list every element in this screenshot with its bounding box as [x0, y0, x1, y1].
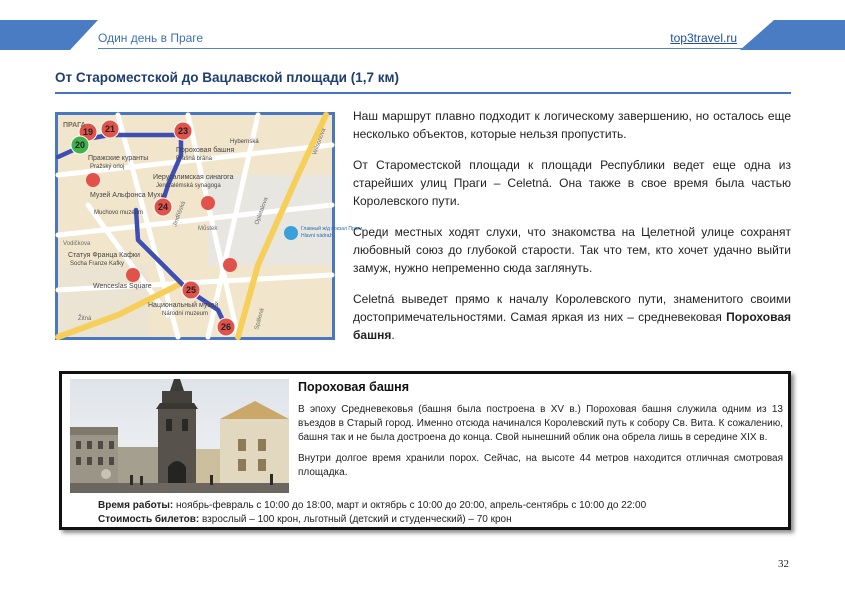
svg-text:25: 25 [185, 285, 197, 295]
map-label-synagoga-cz: Jeruzalémská synagoga [156, 183, 221, 189]
info-box-text [298, 403, 783, 487]
opening-hours-label: Время работы: [98, 500, 174, 511]
ticket-price [98, 513, 646, 527]
body-text [353, 107, 791, 357]
map-label-vodickova: Vodičkova [63, 241, 91, 247]
map-label-kuranty: Пражские куранты [88, 155, 149, 162]
marker-21 [101, 120, 119, 138]
page-number: 32 [778, 558, 789, 570]
map-label-opletalova: Opletalova [254, 196, 270, 226]
header-title: Один день в Праге [98, 31, 204, 45]
info-box [59, 371, 791, 530]
marker-24 [154, 198, 172, 216]
section-title: От Староместской до Вацлавской площади (1,7 км) [55, 70, 399, 85]
header-left-banner [0, 20, 98, 50]
map-canvas [58, 115, 363, 337]
info-box-title: Пороховая башня [298, 380, 410, 394]
svg-text:21: 21 [104, 124, 116, 134]
opening-hours [98, 499, 646, 513]
info-box-paragraph: Внутри долгое время хранили порох. Сейчас, на высоте 44 метров находится отличная смотровая площадка. [298, 453, 783, 478]
body-paragraph: От Староместской площади к площади Республики ведет еще одна из старейших улиц Праги – Celetná. Она также в свое время была частью Королевского пути. [353, 158, 791, 208]
svg-text:24: 24 [157, 202, 169, 212]
info-box-paragraph: В эпоху Средневековья (башня была построена в XV в.) Пороховая башня служила одним из 13 въездов в Старый город. Именно отсюда начинался Королевский путь к собору Св. Вита. К сожалению, башня так и не была достроена до конца. Свой нынешний облик она обрела лишь в середине XIX в. [298, 404, 783, 443]
header-site-link[interactable]: top3travel.ru [670, 31, 737, 45]
map-label-spalena: Spálená [254, 307, 266, 331]
section-rule [55, 92, 791, 94]
map-label-hlavni: Главный ж/д вокзал Праги [301, 226, 363, 232]
map-label-wilsonova: Wilsonova [312, 127, 328, 156]
header-right-banner [740, 20, 845, 50]
map-label-orloj: Pražský orloj [90, 164, 125, 170]
map-label-socha: Socha Franze Kafky [70, 261, 125, 267]
marker-26 [217, 318, 235, 336]
map-label-muchovo: Muchovo muzeum [94, 210, 144, 216]
header-rule [98, 48, 748, 49]
svg-text:19: 19 [82, 127, 94, 137]
map-label-narodni: Národní muzeum [162, 311, 209, 317]
map-label-wenceslas: Wenceslas Square [93, 283, 152, 290]
route-map [55, 112, 363, 340]
body-paragraph-end: . [391, 328, 395, 342]
map-label-muzeum: Музей Альфонса Мухи [90, 192, 165, 199]
map-label-porohova: Пороховая башня [176, 147, 235, 154]
body-paragraph: Наш маршрут плавно подходит к логическому завершению, но осталось еще несколько объектов, которые нельзя пропустить. [353, 109, 791, 141]
ticket-price-value: взрослый – 100 крон, льготный (детский и студенческий) – 70 крон [199, 514, 512, 525]
body-paragraph: Среди местных ходят слухи, что знакомства на Целетной улице сохранят любовный союз до глубокой старости. Так что тем, кто хочет удачно выйти замуж, нужно непременно сюда заглянуть. [353, 225, 791, 275]
opening-hours-value: ноябрь-февраль с 10:00 до 18:00, март и октябрь с 10:00 до 20:00, апрель-сентябрь с 10:00 до 22:00 [173, 500, 647, 511]
svg-text:26: 26 [220, 322, 232, 332]
map-label-prasna: Prašná brána [176, 156, 213, 162]
svg-text:20: 20 [74, 140, 86, 150]
marker-25 [182, 281, 200, 299]
map-label-statue: Статуя Франца Кафки [68, 252, 140, 259]
powder-tower-photo [70, 379, 289, 493]
map-label-hybernska: Hybernská [230, 139, 259, 145]
ticket-price-label: Стоимость билетов: [98, 514, 200, 525]
body-paragraph-last [353, 290, 791, 344]
body-paragraph-bold: Пороховая башня [353, 310, 791, 342]
marker-23 [174, 122, 192, 140]
map-label-zitna: Žitná [78, 316, 92, 322]
body-paragraph-text: Celetná выведет прямо к началу Королевского пути, знаменитого своими достопримечательностями. Самая яркая из них – средневековая [353, 292, 791, 324]
svg-text:23: 23 [177, 126, 189, 136]
map-label-jindrisska: Jindřišská [172, 200, 188, 228]
map-label-synagoga: Иерусалимская синагога [153, 174, 234, 181]
marker-20 [71, 136, 89, 154]
map-label-praha: ПРАГА [63, 122, 86, 129]
map-label-hlavni-cz: Hlavní nádraží [301, 233, 334, 239]
map-label-mustek: Můstek [198, 226, 218, 232]
map-label-national: Национальный музей [148, 302, 219, 309]
info-box-details [98, 499, 646, 527]
